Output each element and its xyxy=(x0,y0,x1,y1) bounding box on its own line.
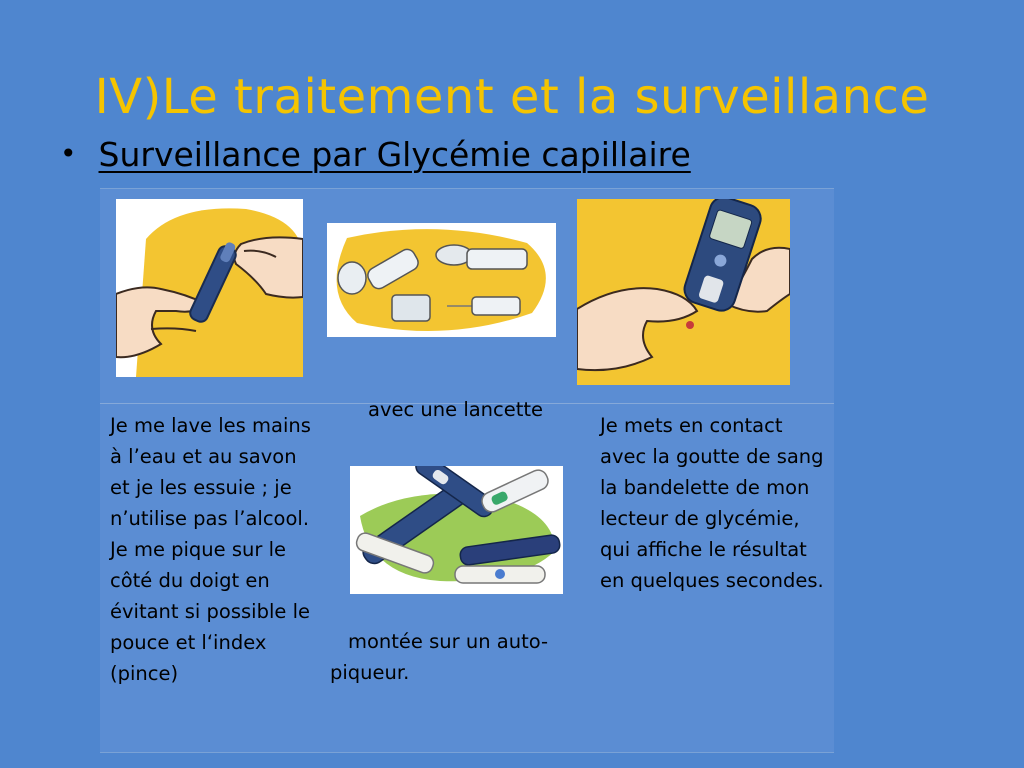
meter-instructions: Je mets en contact avec la goutte de sang la bandelette de mon lecteur de glycémie, qui affiche le résultat en quelques secondes. xyxy=(600,414,824,592)
image-row xyxy=(100,189,834,403)
glucometer-finger-image xyxy=(577,199,790,385)
autopiqueur-caption-text: montée sur un auto-piqueur. xyxy=(330,630,549,684)
lancet-parts-image xyxy=(327,223,556,337)
handwashing-instructions: Je me lave les mains à l’eau et au savon et je les essuie ; je n’utilise pas l’alcool. Je me pique sur le côté du doigt en évitant si possible le pouce et l‘index (pince) xyxy=(110,414,311,685)
slide-title: IV)Le traitement et la surveillance xyxy=(94,69,930,125)
bullet-item xyxy=(60,130,691,178)
lancing-pen-hands-image xyxy=(116,199,303,377)
bullet-marker: • xyxy=(60,137,77,170)
text-row xyxy=(100,398,834,752)
lancet-caption: avec une lancette xyxy=(368,398,544,421)
content-table xyxy=(100,188,834,753)
bullet-subtitle: Surveillance par Glycémie capillaire xyxy=(98,134,691,174)
auto-lancing-devices-image xyxy=(350,466,563,594)
